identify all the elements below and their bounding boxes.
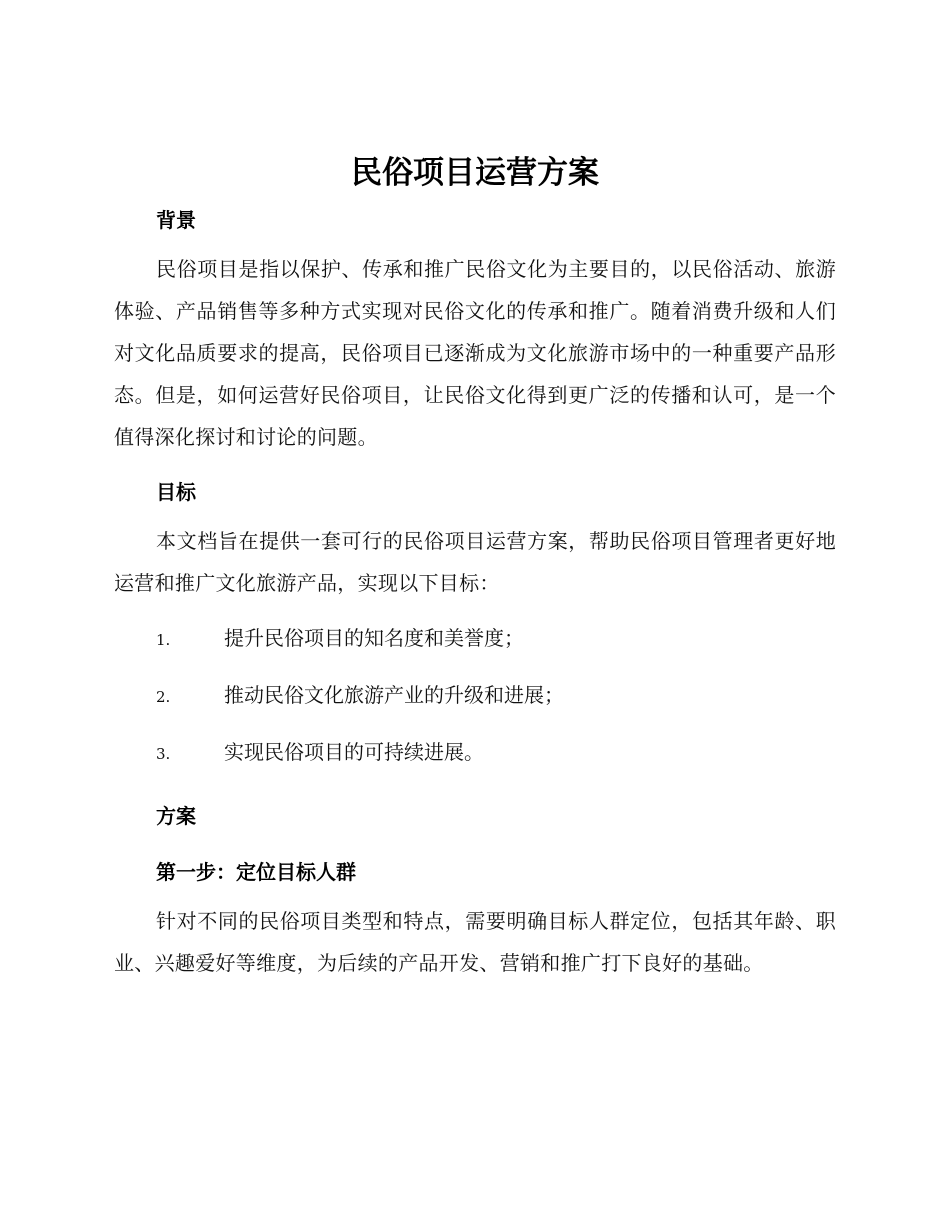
subsection-heading-step1: 第一步：定位目标人群 xyxy=(156,860,356,884)
list-item-text: 推动民俗文化旅游产业的升级和进展； xyxy=(224,683,564,707)
list-item xyxy=(114,738,836,768)
document-title: 民俗项目运营方案 xyxy=(351,155,599,191)
goals-paragraph: 本文档旨在提供一套可行的民俗项目运营方案，帮助民俗项目管理者更好地运营和推广文化旅游产品，实现以下目标： xyxy=(114,529,836,595)
list-item-number: 1. xyxy=(156,631,171,649)
section-heading-background: 背景 xyxy=(156,208,196,232)
background-paragraph: 民俗项目是指以保护、传承和推广民俗文化为主要目的，以民俗活动、旅游体验、产品销售等多种方式实现对民俗文化的传承和推广。随着消费升级和人们对文化品质要求的提高，民俗项目已逐渐成为文化旅游市场中的一种重要产品形态。但是，如何运营好民俗项目，让民俗文化得到更广泛的传播和认可，是一个值得深化探讨和讨论的问题。 xyxy=(114,257,836,449)
list-item xyxy=(114,681,836,711)
section-heading-goals: 目标 xyxy=(156,480,196,504)
list-item-text: 提升民俗项目的知名度和美誉度； xyxy=(224,626,524,650)
list-item-text: 实现民俗项目的可持续进展。 xyxy=(224,740,484,764)
section-heading-plan: 方案 xyxy=(156,804,196,828)
goals-list xyxy=(114,624,836,768)
list-item-number: 3. xyxy=(156,745,171,763)
document-content xyxy=(114,150,836,984)
list-item-number: 2. xyxy=(156,688,171,706)
list-item xyxy=(114,624,836,654)
step1-paragraph: 针对不同的民俗项目类型和特点，需要明确目标人群定位，包括其年龄、职业、兴趣爱好等维度，为后续的产品开发、营销和推广打下良好的基础。 xyxy=(114,909,836,975)
